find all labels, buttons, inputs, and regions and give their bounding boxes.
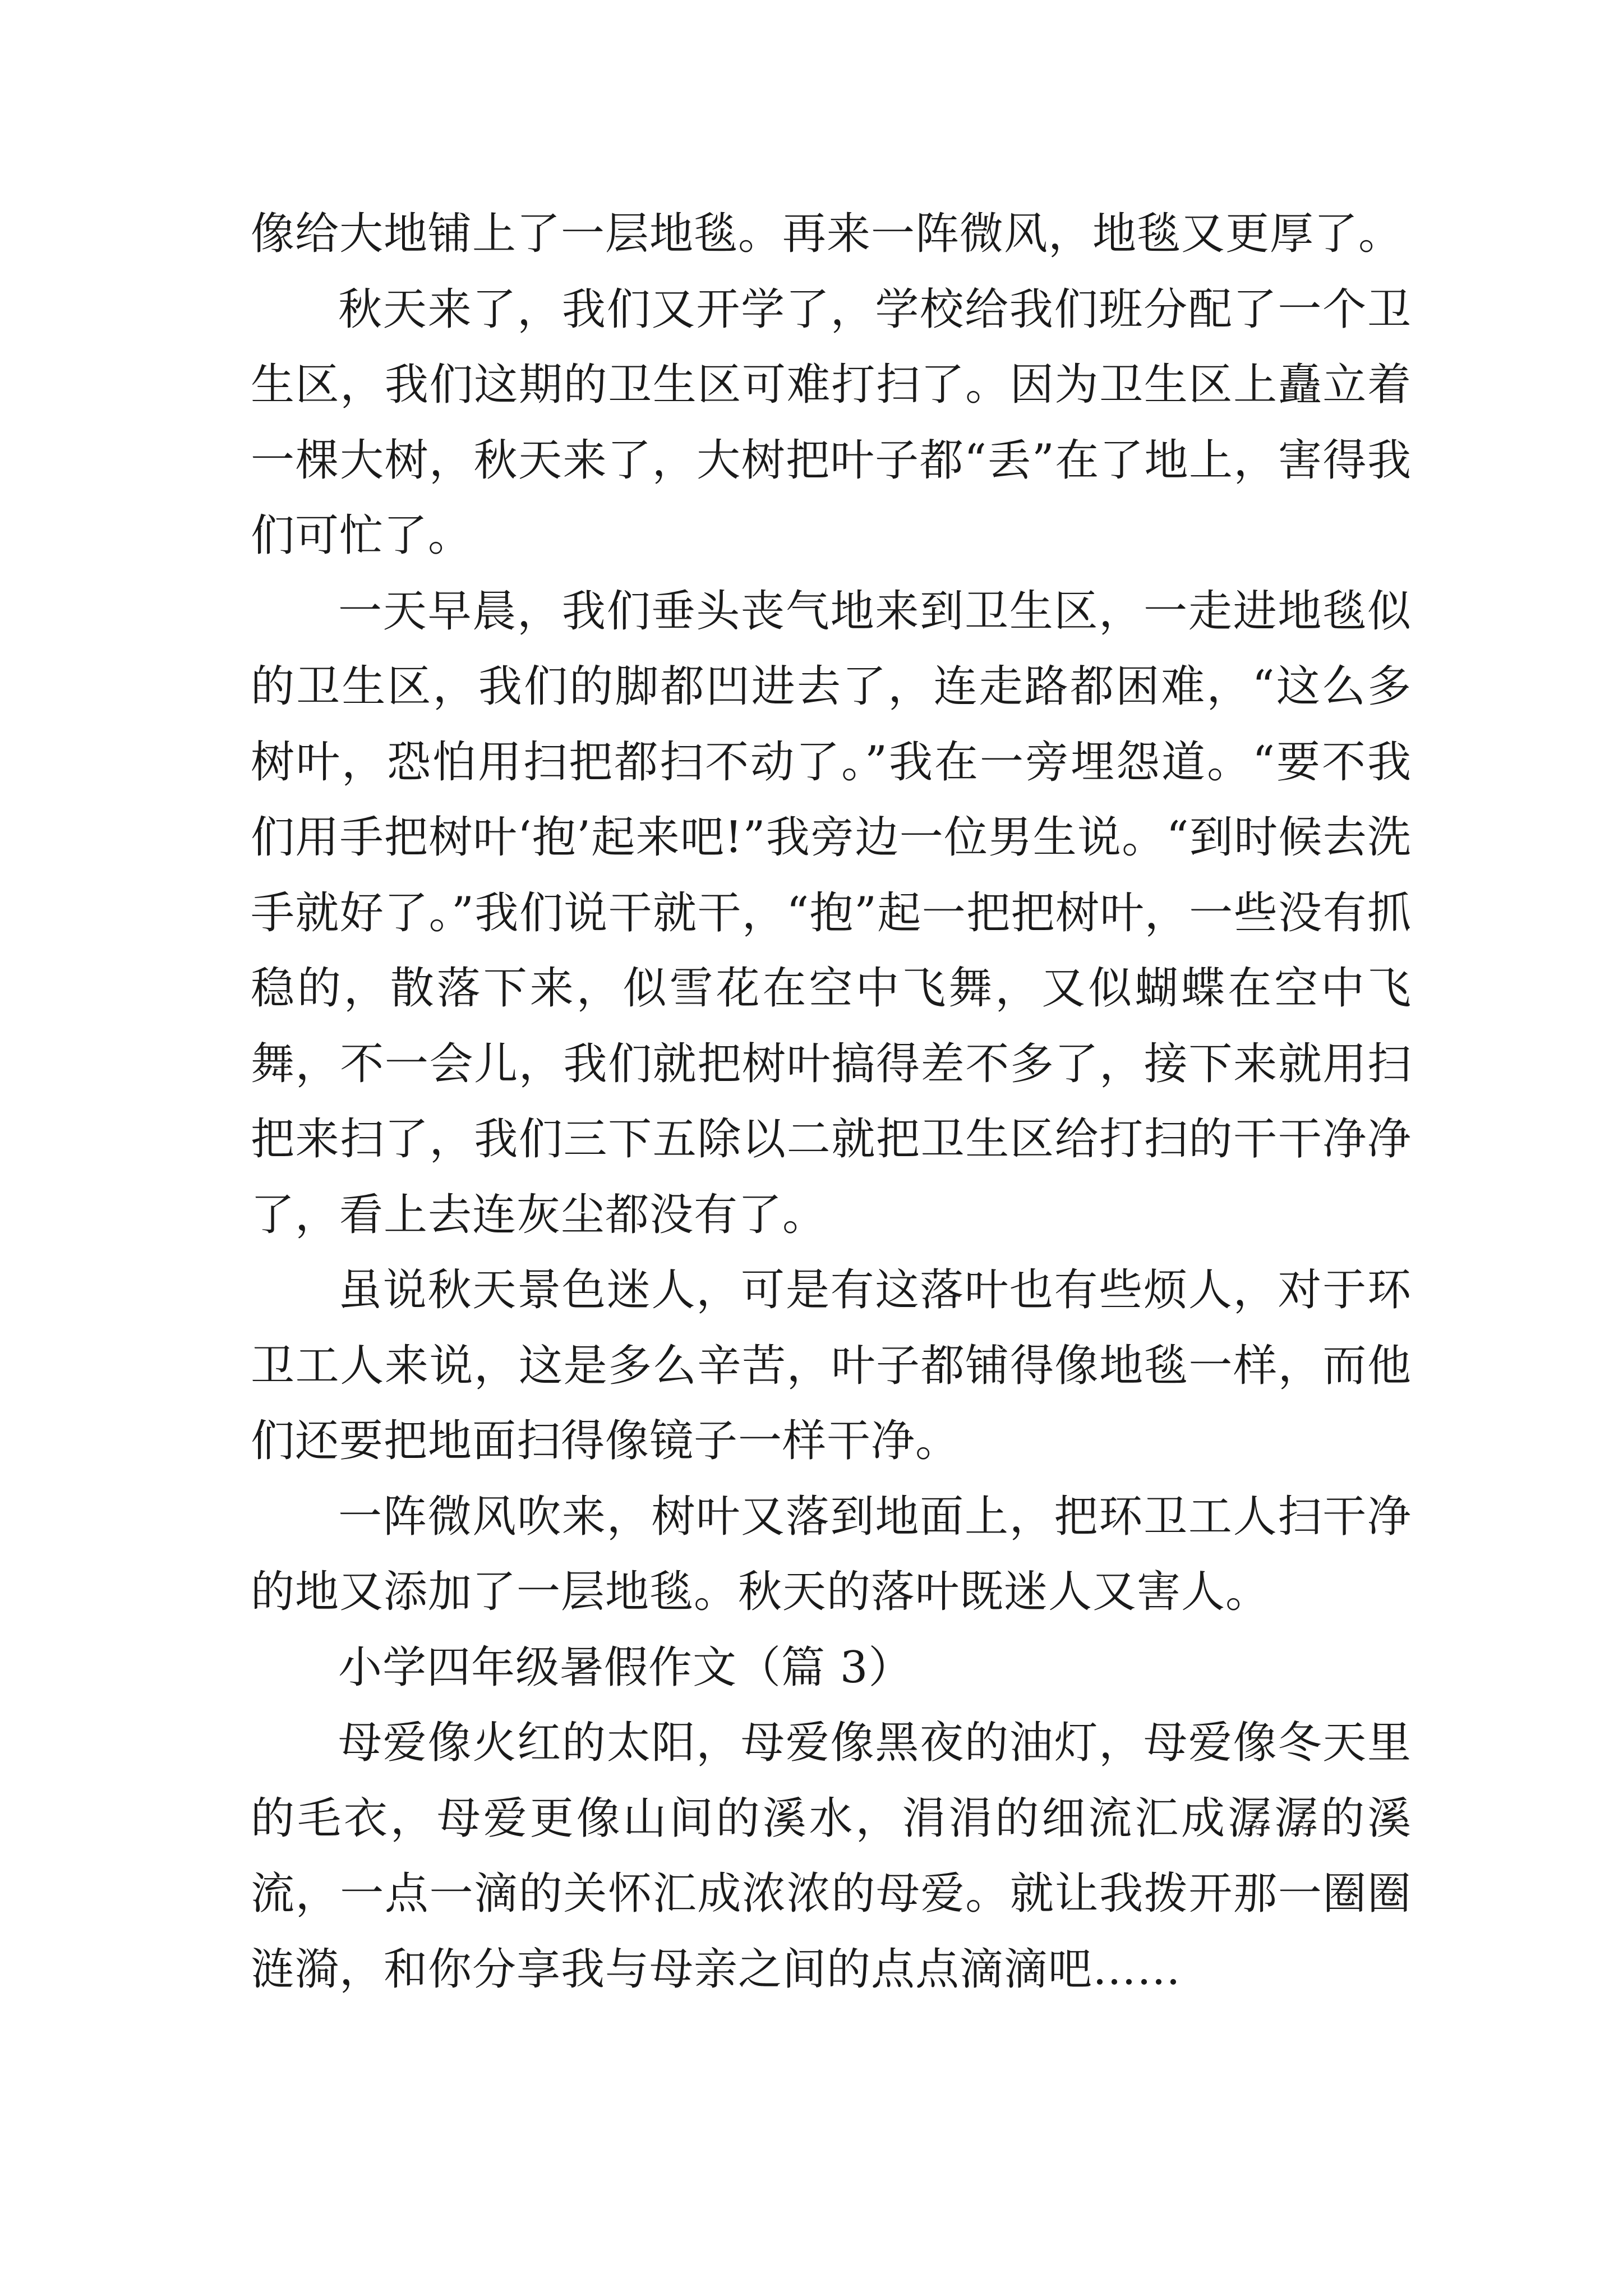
paragraph-breeze: 一阵微风吹来，树叶又落到地面上，把环卫工人扫干净的地又添加了一层地毯。秋天的落叶既迷人又害人。 — [251, 1491, 1412, 1617]
paragraph-sanitation-workers: 虽说秋天景色迷人，可是有这落叶也有些烦人，对于环卫工人来说，这是多么辛苦，叶子都铺得像地毯一样，而他们还要把地面扫得像镜子一样干净。 — [251, 1265, 1412, 1466]
paragraph-mother-love: 母爱像火红的太阳，母爱像黑夜的油灯，母爱像冬天里的毛衣，母爱更像山间的溪水，涓涓的细流汇成潺潺的溪流，一点一滴的关怀汇成浓浓的母爱。就让我拨开那一圈圈涟漪，和你分享我与母亲之间的点点滴滴吧…… — [251, 1718, 1412, 1995]
body-text — [251, 196, 1412, 2007]
section-heading: 小学四年级暑假作文（篇 3） — [338, 1642, 913, 1693]
paragraph-morning-cleaning: 一天早晨，我们垂头丧气地来到卫生区，一走进地毯似的卫生区，我们的脚都凹进去了，连走路都困难，“这么多树叶，恐怕用扫把都扫不动了。”我在一旁埋怨道。“要不我们用手把树叶‘抱’起来吧!”我旁边一位男生说。“到时候去洗手就好了。”我们说干就干，“抱”起一把把树叶，一些没有抓稳的，散落下来，似雪花在空中飞舞，又似蝴蝶在空中飞舞，不一会儿，我们就把树叶搞得差不多了，接下来就用扫把来扫了，我们三下五除以二就把卫生区给打扫的干干净净了，看上去连灰尘都没有了。 — [251, 586, 1412, 1240]
paragraph-continuation: 像给大地铺上了一层地毯。再来一阵微风，地毯又更厚了。 — [251, 209, 1403, 259]
paragraph-school-start: 秋天来了，我们又开学了，学校给我们班分配了一个卫生区，我们这期的卫生区可难打扫了。因为卫生区上矗立着一棵大树，秋天来了，大树把叶子都“丢”在了地上，害得我们可忙了。 — [251, 284, 1412, 561]
